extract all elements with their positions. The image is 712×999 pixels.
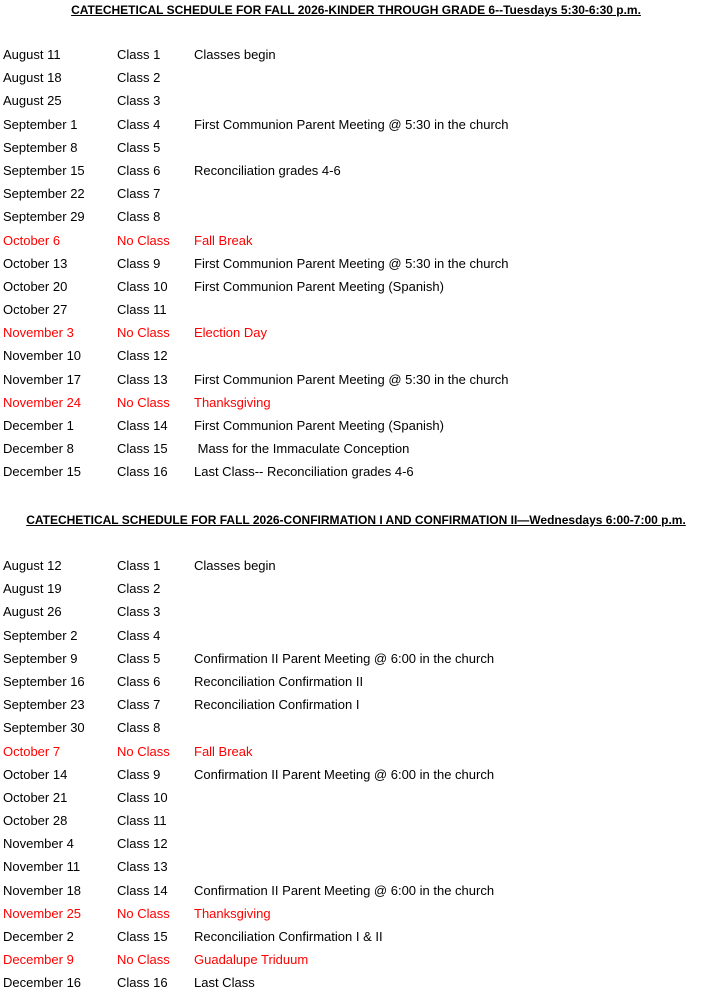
schedule-class: No Class xyxy=(117,905,170,921)
schedule-row xyxy=(0,371,712,394)
schedule-date: November 10 xyxy=(3,348,82,364)
schedule-row xyxy=(0,347,712,370)
schedule-note: Thanksgiving xyxy=(194,905,271,921)
schedule-row xyxy=(0,185,712,208)
schedule-date: October 21 xyxy=(3,789,68,805)
schedule-class: Class 9 xyxy=(117,766,161,782)
schedule-row xyxy=(0,394,712,417)
schedule-row xyxy=(0,440,712,463)
schedule-row xyxy=(0,928,712,951)
schedule-row xyxy=(0,557,712,580)
schedule-class: Class 16 xyxy=(117,464,168,480)
schedule-note: First Communion Parent Meeting (Spanish) xyxy=(194,278,444,294)
schedule-class: Class 14 xyxy=(117,418,168,433)
schedule-row xyxy=(0,603,712,626)
schedule-note: Reconciliation Confirmation I & II xyxy=(194,929,383,944)
section-title-kinder-grade6: CATECHETICAL SCHEDULE FOR FALL 2026-KINDER THROUGH GRADE 6--Tuesdays 5:30-6:30 p.m. xyxy=(71,3,641,17)
schedule-date: November 11 xyxy=(3,859,81,875)
schedule-class: Class 16 xyxy=(117,975,168,991)
schedule-date: September 15 xyxy=(3,162,85,178)
schedule-date: October 6 xyxy=(3,232,61,248)
schedule-note: Classes begin xyxy=(194,558,276,573)
schedule-note: Election Day xyxy=(194,325,267,341)
schedule-row xyxy=(0,580,712,603)
schedule-class: Class 14 xyxy=(117,882,168,898)
schedule-note: Confirmation II Parent Meeting @ 6:00 in the church xyxy=(194,650,495,666)
schedule-class: Class 12 xyxy=(117,836,168,852)
schedule-note: Last Class-- Reconciliation grades 4-6 xyxy=(194,464,414,480)
schedule-note: Fall Break xyxy=(194,743,253,759)
schedule-note: Guadalupe Triduum xyxy=(194,952,309,968)
schedule-date: October 27 xyxy=(3,302,68,318)
schedule-row xyxy=(0,974,712,997)
schedule-date: November 18 xyxy=(3,882,82,898)
schedule-date: September 9 xyxy=(3,650,78,666)
schedule-class: Class 13 xyxy=(117,859,168,875)
schedule-row xyxy=(0,719,712,742)
schedule-class: No Class xyxy=(117,743,170,759)
schedule-class: Class 9 xyxy=(117,255,161,271)
schedule-row xyxy=(0,417,712,440)
schedule-class: Class 3 xyxy=(117,93,161,109)
schedule-date: August 25 xyxy=(3,93,62,109)
schedule-note: Thanksgiving xyxy=(194,394,271,410)
schedule-class: Class 4 xyxy=(117,116,161,132)
schedule-class: Class 15 xyxy=(117,929,168,944)
schedule-date: September 23 xyxy=(3,697,85,713)
schedule-class: Class 5 xyxy=(117,139,161,155)
schedule-row xyxy=(0,743,712,766)
schedule-date: December 16 xyxy=(3,975,82,991)
schedule-date: August 19 xyxy=(3,581,62,597)
schedule-row xyxy=(0,766,712,789)
schedule-class: Class 2 xyxy=(117,70,161,86)
schedule-note: Last Class xyxy=(194,975,255,991)
schedule-note: Mass for the Immaculate Conception xyxy=(194,441,410,457)
schedule-row xyxy=(0,696,712,719)
schedule-note: Classes begin xyxy=(194,47,276,62)
schedule-class: Class 3 xyxy=(117,604,161,620)
schedule-date: October 7 xyxy=(3,743,61,759)
schedule-row xyxy=(0,301,712,324)
schedule-row xyxy=(0,905,712,928)
schedule-note: Confirmation II Parent Meeting @ 6:00 in the church xyxy=(194,766,495,782)
schedule-date: October 28 xyxy=(3,813,68,829)
schedule-class: No Class xyxy=(117,394,170,410)
schedule-row xyxy=(0,139,712,162)
schedule-note: Reconciliation Confirmation II xyxy=(194,673,364,689)
schedule-list-confirmation xyxy=(0,557,712,998)
schedule-date: August 26 xyxy=(3,604,62,620)
schedule-row xyxy=(0,812,712,835)
schedule-date: August 12 xyxy=(3,558,62,573)
schedule-row xyxy=(0,324,712,347)
schedule-row xyxy=(0,69,712,92)
schedule-row xyxy=(0,858,712,881)
schedule-date: November 25 xyxy=(3,905,82,921)
schedule-class: Class 8 xyxy=(117,720,161,736)
schedule-date: November 24 xyxy=(3,394,82,410)
schedule-class: Class 12 xyxy=(117,348,168,364)
schedule-date: August 11 xyxy=(3,47,61,62)
schedule-note: Reconciliation grades 4-6 xyxy=(194,162,341,178)
schedule-class: No Class xyxy=(117,232,170,248)
schedule-date: September 22 xyxy=(3,186,85,202)
schedule-date: December 15 xyxy=(3,464,82,480)
schedule-row xyxy=(0,255,712,278)
schedule-note: First Communion Parent Meeting (Spanish) xyxy=(194,418,444,433)
schedule-row xyxy=(0,208,712,231)
schedule-row xyxy=(0,46,712,69)
schedule-class: Class 5 xyxy=(117,650,161,666)
schedule-class: Class 11 xyxy=(117,302,167,318)
schedule-date: September 1 xyxy=(3,116,78,132)
schedule-date: September 2 xyxy=(3,627,78,643)
schedule-class: Class 13 xyxy=(117,371,168,387)
schedule-date: October 14 xyxy=(3,766,68,782)
schedule-date: December 9 xyxy=(3,952,74,968)
schedule-note: Reconciliation Confirmation I xyxy=(194,697,360,713)
schedule-date: September 8 xyxy=(3,139,78,155)
schedule-row xyxy=(0,627,712,650)
schedule-date: November 3 xyxy=(3,325,74,341)
schedule-row xyxy=(0,882,712,905)
schedule-date: December 8 xyxy=(3,441,74,457)
schedule-date: October 13 xyxy=(3,255,68,271)
schedule-date: October 20 xyxy=(3,278,68,294)
schedule-date: September 16 xyxy=(3,673,85,689)
schedule-row xyxy=(0,789,712,812)
schedule-row xyxy=(0,278,712,301)
schedule-row xyxy=(0,951,712,974)
schedule-class: Class 4 xyxy=(117,627,161,643)
schedule-date: November 4 xyxy=(3,836,74,852)
schedule-class: No Class xyxy=(117,325,170,341)
schedule-date: September 30 xyxy=(3,720,85,736)
schedule-note: First Communion Parent Meeting @ 5:30 in the church xyxy=(194,116,509,132)
schedule-row xyxy=(0,232,712,255)
schedule-list-kinder-grade6 xyxy=(0,46,712,487)
schedule-class: Class 7 xyxy=(117,186,161,202)
schedule-date: September 29 xyxy=(3,209,85,225)
schedule-row xyxy=(0,835,712,858)
schedule-class: Class 1 xyxy=(117,558,161,573)
schedule-row xyxy=(0,116,712,139)
schedule-date: December 1 xyxy=(3,418,74,433)
schedule-class: Class 7 xyxy=(117,697,161,713)
schedule-note: First Communion Parent Meeting @ 5:30 in the church xyxy=(194,371,509,387)
schedule-row xyxy=(0,673,712,696)
schedule-class: Class 6 xyxy=(117,673,161,689)
schedule-row xyxy=(0,92,712,115)
schedule-class: No Class xyxy=(117,952,170,968)
schedule-class: Class 1 xyxy=(117,47,161,62)
schedule-row xyxy=(0,162,712,185)
schedule-note: Confirmation II Parent Meeting @ 6:00 in the church xyxy=(194,882,495,898)
schedule-date: November 17 xyxy=(3,371,82,387)
schedule-date: August 18 xyxy=(3,70,62,86)
schedule-class: Class 6 xyxy=(117,162,161,178)
schedule-class: Class 10 xyxy=(117,789,168,805)
schedule-class: Class 11 xyxy=(117,813,167,829)
schedule-class: Class 8 xyxy=(117,209,161,225)
schedule-note: Fall Break xyxy=(194,232,253,248)
schedule-class: Class 2 xyxy=(117,581,161,597)
section-title-confirmation: CATECHETICAL SCHEDULE FOR FALL 2026-CONFIRMATION I AND CONFIRMATION II—Wednesdays 6:00-7:00 p.m. xyxy=(26,513,686,527)
schedule-note: First Communion Parent Meeting @ 5:30 in the church xyxy=(194,255,509,271)
schedule-class: Class 10 xyxy=(117,278,168,294)
schedule-row xyxy=(0,650,712,673)
schedule-row xyxy=(0,463,712,486)
schedule-date: December 2 xyxy=(3,929,74,944)
schedule-class: Class 15 xyxy=(117,441,168,457)
